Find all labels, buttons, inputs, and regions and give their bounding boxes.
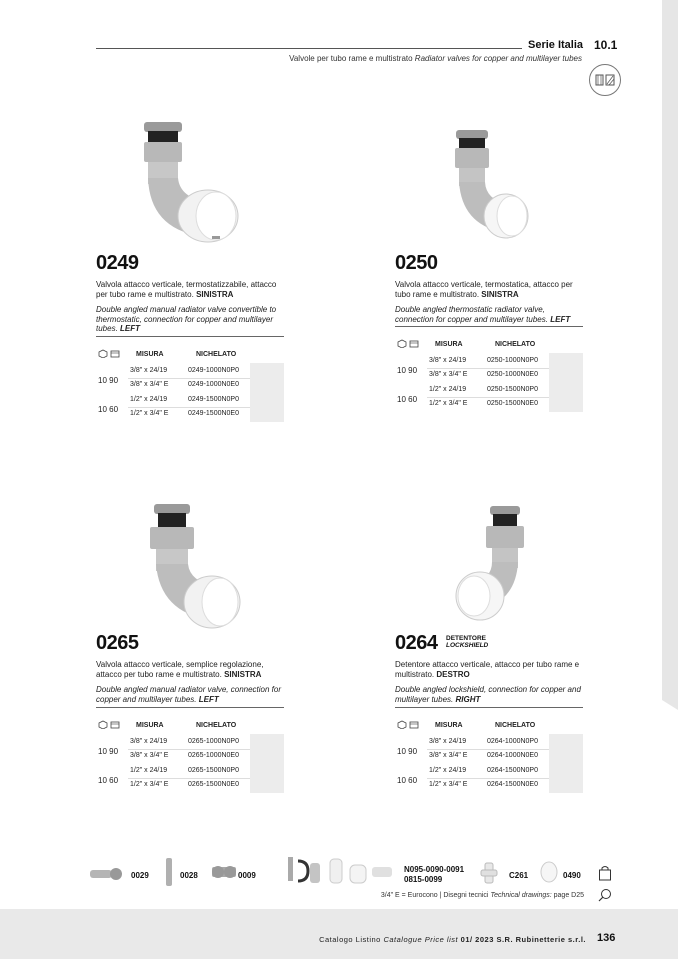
article-code: 0264-1000N0P0 bbox=[487, 738, 538, 745]
description-it-text: Valvola attacco verticale, semplice regolazione, attacco per tubo rame e multistrato. bbox=[96, 660, 264, 679]
misura-cell: 3/8" x 3/4" E bbox=[130, 752, 169, 759]
article-code: 0250-1500N0E0 bbox=[487, 400, 538, 407]
side-it: SINISTRA bbox=[224, 669, 262, 679]
accessory-0029[interactable]: 0029 bbox=[131, 871, 149, 880]
article-code: 0250-1000N0E0 bbox=[487, 371, 538, 378]
product-description-en bbox=[395, 305, 585, 324]
valve-photo-0265 bbox=[140, 500, 250, 635]
page-footer bbox=[0, 909, 678, 959]
pack-qty: 10 90 bbox=[98, 747, 119, 756]
table-row bbox=[395, 354, 585, 369]
side-en: LEFT bbox=[550, 314, 571, 324]
lockshield-photo-0264 bbox=[448, 502, 548, 627]
misura-cell: 3/8" x 24/19 bbox=[429, 357, 467, 364]
side-it: SINISTRA bbox=[481, 289, 519, 299]
section-number: 10.1 bbox=[594, 38, 618, 52]
series-title: Serie Italia bbox=[528, 39, 584, 51]
pack-qty: 10 90 bbox=[98, 376, 119, 385]
company-name: S.R. Rubinetterie s.r.l. bbox=[496, 935, 586, 944]
article-code: 0264-1000N0E0 bbox=[487, 752, 538, 759]
misura-cell: 1/2" x 24/19 bbox=[429, 767, 467, 774]
col-misura: MISURA bbox=[136, 351, 164, 358]
subtitle-en: Radiator valves for copper and multilayer tubes bbox=[414, 54, 582, 63]
table-header bbox=[395, 720, 585, 732]
article-code: 0249-1000N0P0 bbox=[188, 367, 239, 374]
table-row bbox=[395, 368, 585, 383]
accessory-kit-image[interactable] bbox=[286, 855, 396, 889]
pack-qty: 10 90 bbox=[397, 366, 418, 375]
accessory-0029-image[interactable] bbox=[88, 865, 128, 883]
valve-photo-0249 bbox=[130, 118, 250, 253]
accessory-c261[interactable]: C261 bbox=[509, 871, 529, 880]
table-row bbox=[96, 378, 286, 393]
copper-multilayer-tube-icon bbox=[589, 64, 621, 96]
side-it: DESTRO bbox=[436, 669, 470, 679]
side-it: SINISTRA bbox=[196, 289, 234, 299]
misura-cell: 3/8" x 3/4" E bbox=[429, 752, 468, 759]
section-subtitle bbox=[289, 54, 582, 63]
misura-cell: 3/8" x 3/4" E bbox=[130, 381, 169, 388]
misura-cell: 1/2" x 24/19 bbox=[429, 386, 467, 393]
page-edge-tab bbox=[662, 0, 678, 700]
accessory-c261-image[interactable] bbox=[480, 861, 498, 885]
package-icon bbox=[98, 349, 108, 358]
catalog-it: Catalogo Listino bbox=[319, 935, 381, 944]
pack-qty: 10 60 bbox=[397, 395, 418, 404]
description-rule bbox=[96, 336, 284, 337]
table-row bbox=[395, 764, 585, 779]
product-code: 0265 bbox=[96, 632, 139, 654]
price-table-0250 bbox=[395, 339, 585, 414]
carton-icon bbox=[110, 720, 120, 729]
description-en-text: Double angled manual radiator valve, connection for copper and multilayer tubes. bbox=[96, 685, 282, 704]
footnote bbox=[381, 892, 584, 899]
article-code: 0250-1000N0P0 bbox=[487, 357, 538, 364]
table-row bbox=[395, 749, 585, 764]
catalog-en: Catalogue Price list bbox=[383, 935, 459, 944]
tag-it: DETENTORE bbox=[446, 635, 486, 642]
edition: 01/ 2023 bbox=[460, 935, 494, 944]
table-row bbox=[96, 735, 286, 750]
table-header bbox=[96, 720, 286, 732]
product-description-it bbox=[96, 660, 286, 679]
product-code: 0250 bbox=[395, 252, 438, 274]
description-en-text: Double angled lockshield, connection for copper and multilayer tubes. bbox=[395, 685, 581, 704]
article-code: 0265-1000N0P0 bbox=[188, 738, 239, 745]
note-en: Technical drawings: bbox=[490, 892, 552, 899]
table-row bbox=[395, 735, 585, 750]
misura-cell: 3/8" x 3/4" E bbox=[429, 371, 468, 378]
package-icon bbox=[397, 720, 407, 729]
table-row bbox=[395, 383, 585, 398]
article-code: 0250-1500N0P0 bbox=[487, 386, 538, 393]
col-nichelato: NICHELATO bbox=[196, 722, 237, 729]
carton-icon bbox=[409, 339, 419, 348]
carton-icon bbox=[110, 349, 120, 358]
description-rule bbox=[96, 707, 284, 708]
product-description-en bbox=[96, 305, 286, 334]
misura-cell: 3/8" x 24/19 bbox=[130, 367, 168, 374]
accessory-0009[interactable]: 0009 bbox=[238, 871, 256, 880]
col-misura: MISURA bbox=[435, 341, 463, 348]
valve-photo-0250 bbox=[440, 126, 540, 251]
accessory-0490[interactable]: 0490 bbox=[563, 871, 581, 880]
product-description-en bbox=[395, 685, 585, 704]
pack-qty: 10 90 bbox=[397, 747, 418, 756]
pack-qty: 10 60 bbox=[98, 776, 119, 785]
misura-cell: 1/2" x 3/4" E bbox=[130, 781, 169, 788]
product-code: 0249 bbox=[96, 252, 139, 274]
misura-cell: 3/8" x 24/19 bbox=[429, 738, 467, 745]
description-rule bbox=[395, 707, 583, 708]
accessory-n095-0090-0091[interactable]: N095-0090-0091 bbox=[404, 865, 465, 874]
description-it-text: Detentore attacco verticale, attacco per tubo rame e multistrato. bbox=[395, 660, 580, 679]
misura-cell: 3/8" x 24/19 bbox=[130, 738, 168, 745]
product-code: 0264 bbox=[395, 632, 438, 654]
accessory-0009-image[interactable] bbox=[210, 861, 238, 883]
product-description-it bbox=[395, 660, 585, 679]
description-rule bbox=[395, 326, 583, 327]
page-number: 136 bbox=[597, 932, 616, 944]
table-row bbox=[96, 764, 286, 779]
table-row bbox=[395, 778, 585, 793]
article-code: 0249-1000N0E0 bbox=[188, 381, 239, 388]
description-en-text: Double angled manual radiator valve convertible to thermostatic, connection for copper and multilayer tubes. bbox=[96, 305, 277, 333]
table-header bbox=[96, 349, 286, 361]
description-it-text: Valvola attacco verticale, termostatica, attacco per tubo rame e multistrato. bbox=[395, 280, 573, 299]
article-code: 0265-1500N0E0 bbox=[188, 781, 239, 788]
table-header bbox=[395, 339, 585, 351]
tag-en: LOCKSHIELD bbox=[446, 642, 489, 649]
product-description-en bbox=[96, 685, 286, 704]
col-nichelato: NICHELATO bbox=[495, 341, 536, 348]
note-page: page D25 bbox=[553, 892, 584, 899]
table-row bbox=[96, 407, 286, 422]
misura-cell: 1/2" x 3/4" E bbox=[429, 781, 468, 788]
side-en: LEFT bbox=[198, 694, 219, 704]
table-row bbox=[395, 397, 585, 412]
search-icon[interactable] bbox=[598, 888, 612, 902]
carton-icon bbox=[409, 720, 419, 729]
product-tag bbox=[446, 635, 488, 649]
price-table-0249 bbox=[96, 349, 286, 424]
side-en: RIGHT bbox=[455, 694, 481, 704]
shopping-bag-icon[interactable] bbox=[598, 865, 612, 881]
package-icon bbox=[98, 720, 108, 729]
price-table-0265 bbox=[96, 720, 286, 795]
article-code: 0249-1500N0P0 bbox=[188, 396, 239, 403]
misura-cell: 1/2" x 3/4" E bbox=[429, 400, 468, 407]
table-row bbox=[96, 364, 286, 379]
misura-cell: 1/2" x 24/19 bbox=[130, 767, 168, 774]
product-description-it bbox=[395, 280, 585, 299]
article-code: 0264-1500N0E0 bbox=[487, 781, 538, 788]
col-misura: MISURA bbox=[136, 722, 164, 729]
price-table-0264 bbox=[395, 720, 585, 795]
side-en: LEFT bbox=[120, 324, 141, 333]
subtitle-it: Valvole per tubo rame e multistrato bbox=[289, 54, 413, 63]
description-en-text: Double angled thermostatic radiator valve, connection for copper and multilayer tubes. bbox=[395, 305, 548, 324]
accessories-strip bbox=[88, 855, 620, 895]
accessory-0490-image[interactable] bbox=[540, 861, 558, 883]
col-misura: MISURA bbox=[435, 722, 463, 729]
table-row bbox=[96, 749, 286, 764]
footer-catalog-info bbox=[319, 935, 586, 944]
col-nichelato: NICHELATO bbox=[196, 351, 237, 358]
pack-qty: 10 60 bbox=[98, 405, 119, 414]
article-code: 0264-1500N0P0 bbox=[487, 767, 538, 774]
description-it-text: Valvola attacco verticale, termostatizzabile, attacco per tubo rame e multistrato. bbox=[96, 280, 277, 299]
accessory-0815-0099[interactable]: 0815-0099 bbox=[404, 875, 443, 884]
package-icon bbox=[397, 339, 407, 348]
article-code: 0265-1500N0P0 bbox=[188, 767, 239, 774]
product-description-it bbox=[96, 280, 286, 299]
col-nichelato: NICHELATO bbox=[495, 722, 536, 729]
accessory-0028-image[interactable] bbox=[164, 857, 174, 887]
table-row bbox=[96, 393, 286, 408]
misura-cell: 1/2" x 24/19 bbox=[130, 396, 168, 403]
misura-cell: 1/2" x 3/4" E bbox=[130, 410, 169, 417]
accessory-0028[interactable]: 0028 bbox=[180, 871, 198, 880]
table-row bbox=[96, 778, 286, 793]
header-rule bbox=[96, 48, 522, 49]
article-code: 0249-1500N0E0 bbox=[188, 410, 239, 417]
article-code: 0265-1000N0E0 bbox=[188, 752, 239, 759]
pack-qty: 10 60 bbox=[397, 776, 418, 785]
note-it: 3/4" E = Eurocono | Disegni tecnici bbox=[380, 892, 489, 899]
